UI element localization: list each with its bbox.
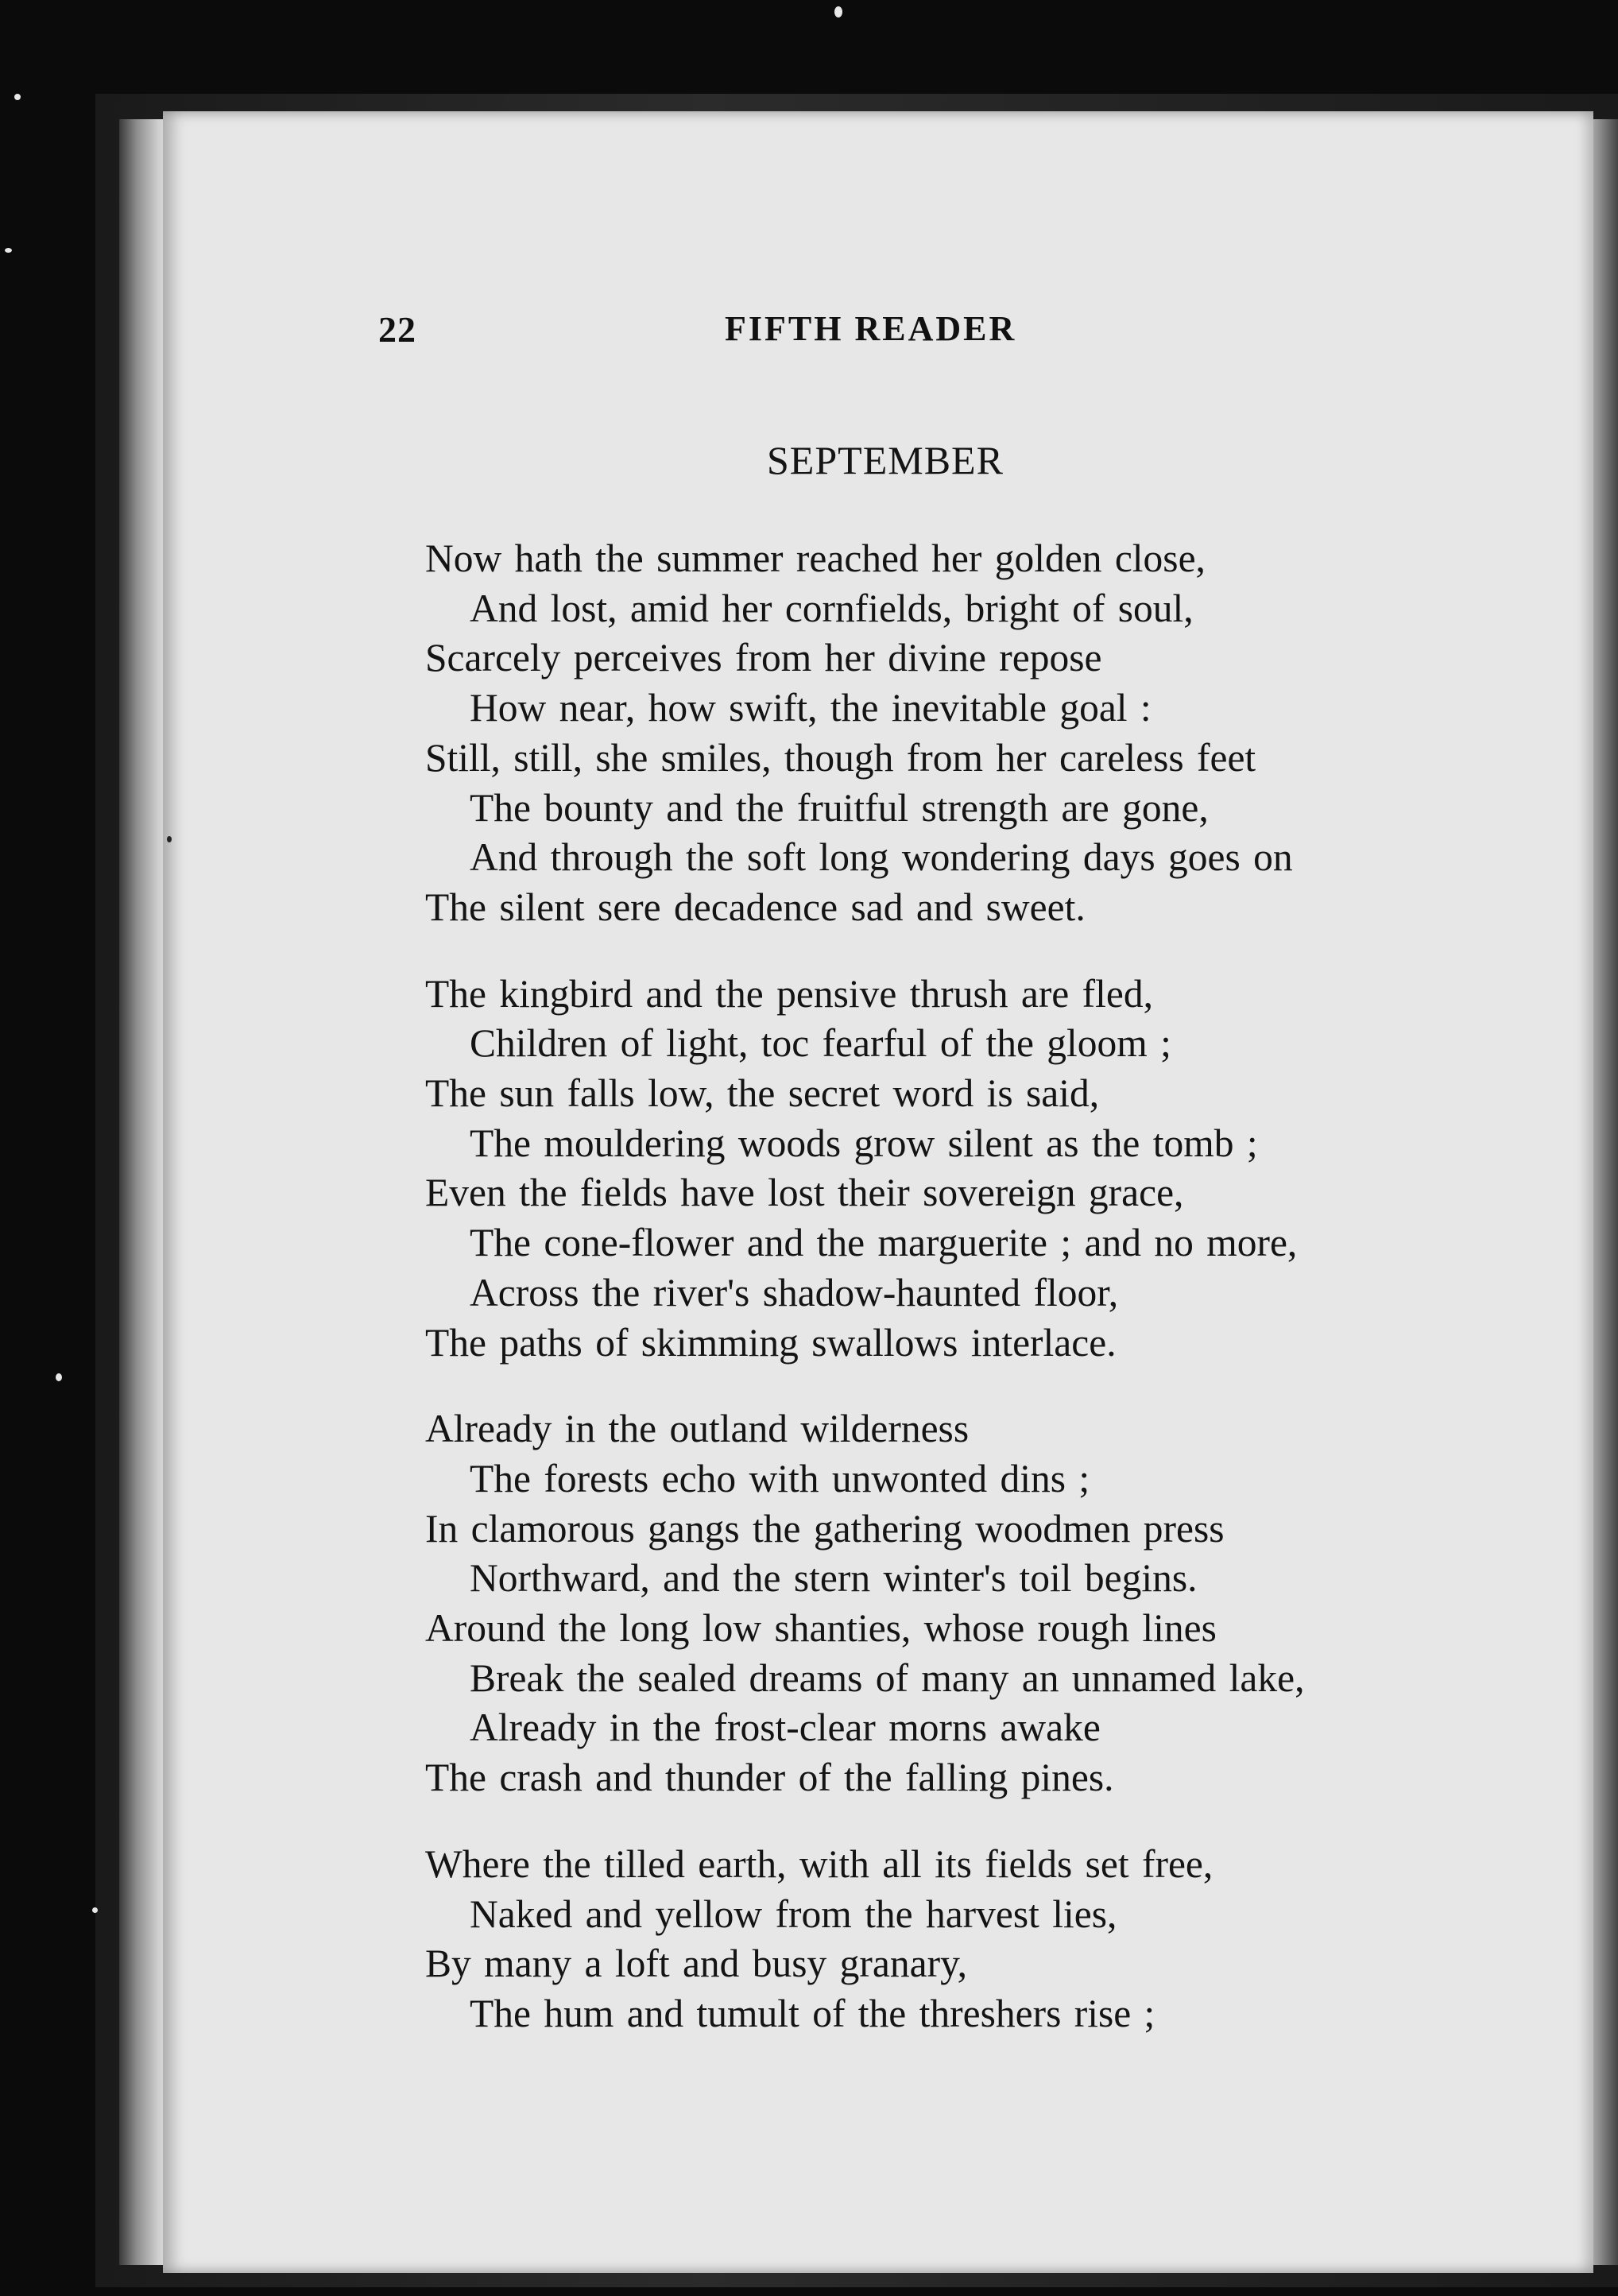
poem-line: The paths of skimming swallows interlace. bbox=[425, 1320, 1117, 1365]
poem-line: Break the sealed dreams of many an unnamed lake, bbox=[470, 1655, 1305, 1700]
poem-line: The forests echo with unwonted dins ; bbox=[470, 1456, 1090, 1500]
stanza-1 bbox=[425, 534, 1522, 933]
scan-dust-speck bbox=[56, 1373, 62, 1381]
poem-line: Northward, and the stern winter's toil begins. bbox=[470, 1556, 1198, 1601]
poem-line: The mouldering woods grow silent as the tomb ; bbox=[470, 1121, 1258, 1165]
scan-dust-speck bbox=[5, 248, 12, 253]
poem-line: In clamorous gangs the gathering woodmen press bbox=[425, 1506, 1225, 1551]
poem-line: The hum and tumult of the threshers rise ; bbox=[470, 1991, 1155, 2035]
poem-line: How near, how swift, the inevitable goal : bbox=[470, 686, 1152, 730]
poem-line: Around the long low shanties, whose rough lines bbox=[425, 1606, 1217, 1651]
book-title: FIFTH READER bbox=[725, 309, 1017, 348]
poem-line: Even the fields have lost their sovereign grace, bbox=[425, 1171, 1184, 1215]
poem-line: The bounty and the fruitful strength are gone, bbox=[470, 785, 1209, 830]
poem-line: The cone-flower and the marguerite ; and no more, bbox=[470, 1221, 1298, 1265]
poem-line: Still, still, she smiles, though from her careless feet bbox=[425, 735, 1256, 780]
poem-body bbox=[425, 534, 1522, 2076]
scan-dust-speck bbox=[167, 836, 172, 842]
poem-line: By many a loft and busy granary, bbox=[425, 1942, 968, 1986]
running-head bbox=[0, 308, 1618, 356]
scan-dust-speck bbox=[14, 94, 21, 100]
page-number: 22 bbox=[378, 309, 416, 350]
poem-line: Already in the frost-clear morns awake bbox=[470, 1706, 1101, 1750]
stanza-3 bbox=[425, 1404, 1522, 1803]
poem-line: Where the tilled earth, with all its fields set free, bbox=[425, 1841, 1214, 1886]
poem-line: The silent sere decadence sad and sweet. bbox=[425, 885, 1086, 929]
scan-dust-speck bbox=[834, 6, 842, 17]
poem-line: The sun falls low, the secret word is said, bbox=[425, 1071, 1100, 1116]
poem-line: Already in the outland wilderness bbox=[425, 1407, 970, 1451]
poem-line: And lost, amid her cornfields, bright of soul, bbox=[470, 586, 1194, 630]
poem-line: The kingbird and the pensive thrush are fled, bbox=[425, 971, 1153, 1016]
stanza-2 bbox=[425, 970, 1522, 1369]
poem-line: The crash and thunder of the falling pines. bbox=[425, 1756, 1114, 1800]
scan-dust-speck bbox=[92, 1907, 98, 1913]
poem-line: Naked and yellow from the harvest lies, bbox=[470, 1891, 1117, 1936]
poem-line: Now hath the summer reached her golden close, bbox=[425, 536, 1206, 580]
poem-line: Children of light, toc fearful of the gloom ; bbox=[470, 1021, 1171, 1066]
stanza-4 bbox=[425, 1840, 1522, 2039]
poem-title: SEPTEMBER bbox=[767, 438, 1004, 482]
poem-line: And through the soft long wondering days goes on bbox=[470, 835, 1293, 880]
poem-line: Scarcely perceives from her divine repose bbox=[425, 636, 1102, 680]
poem-line: Across the river's shadow-haunted floor, bbox=[470, 1270, 1119, 1314]
